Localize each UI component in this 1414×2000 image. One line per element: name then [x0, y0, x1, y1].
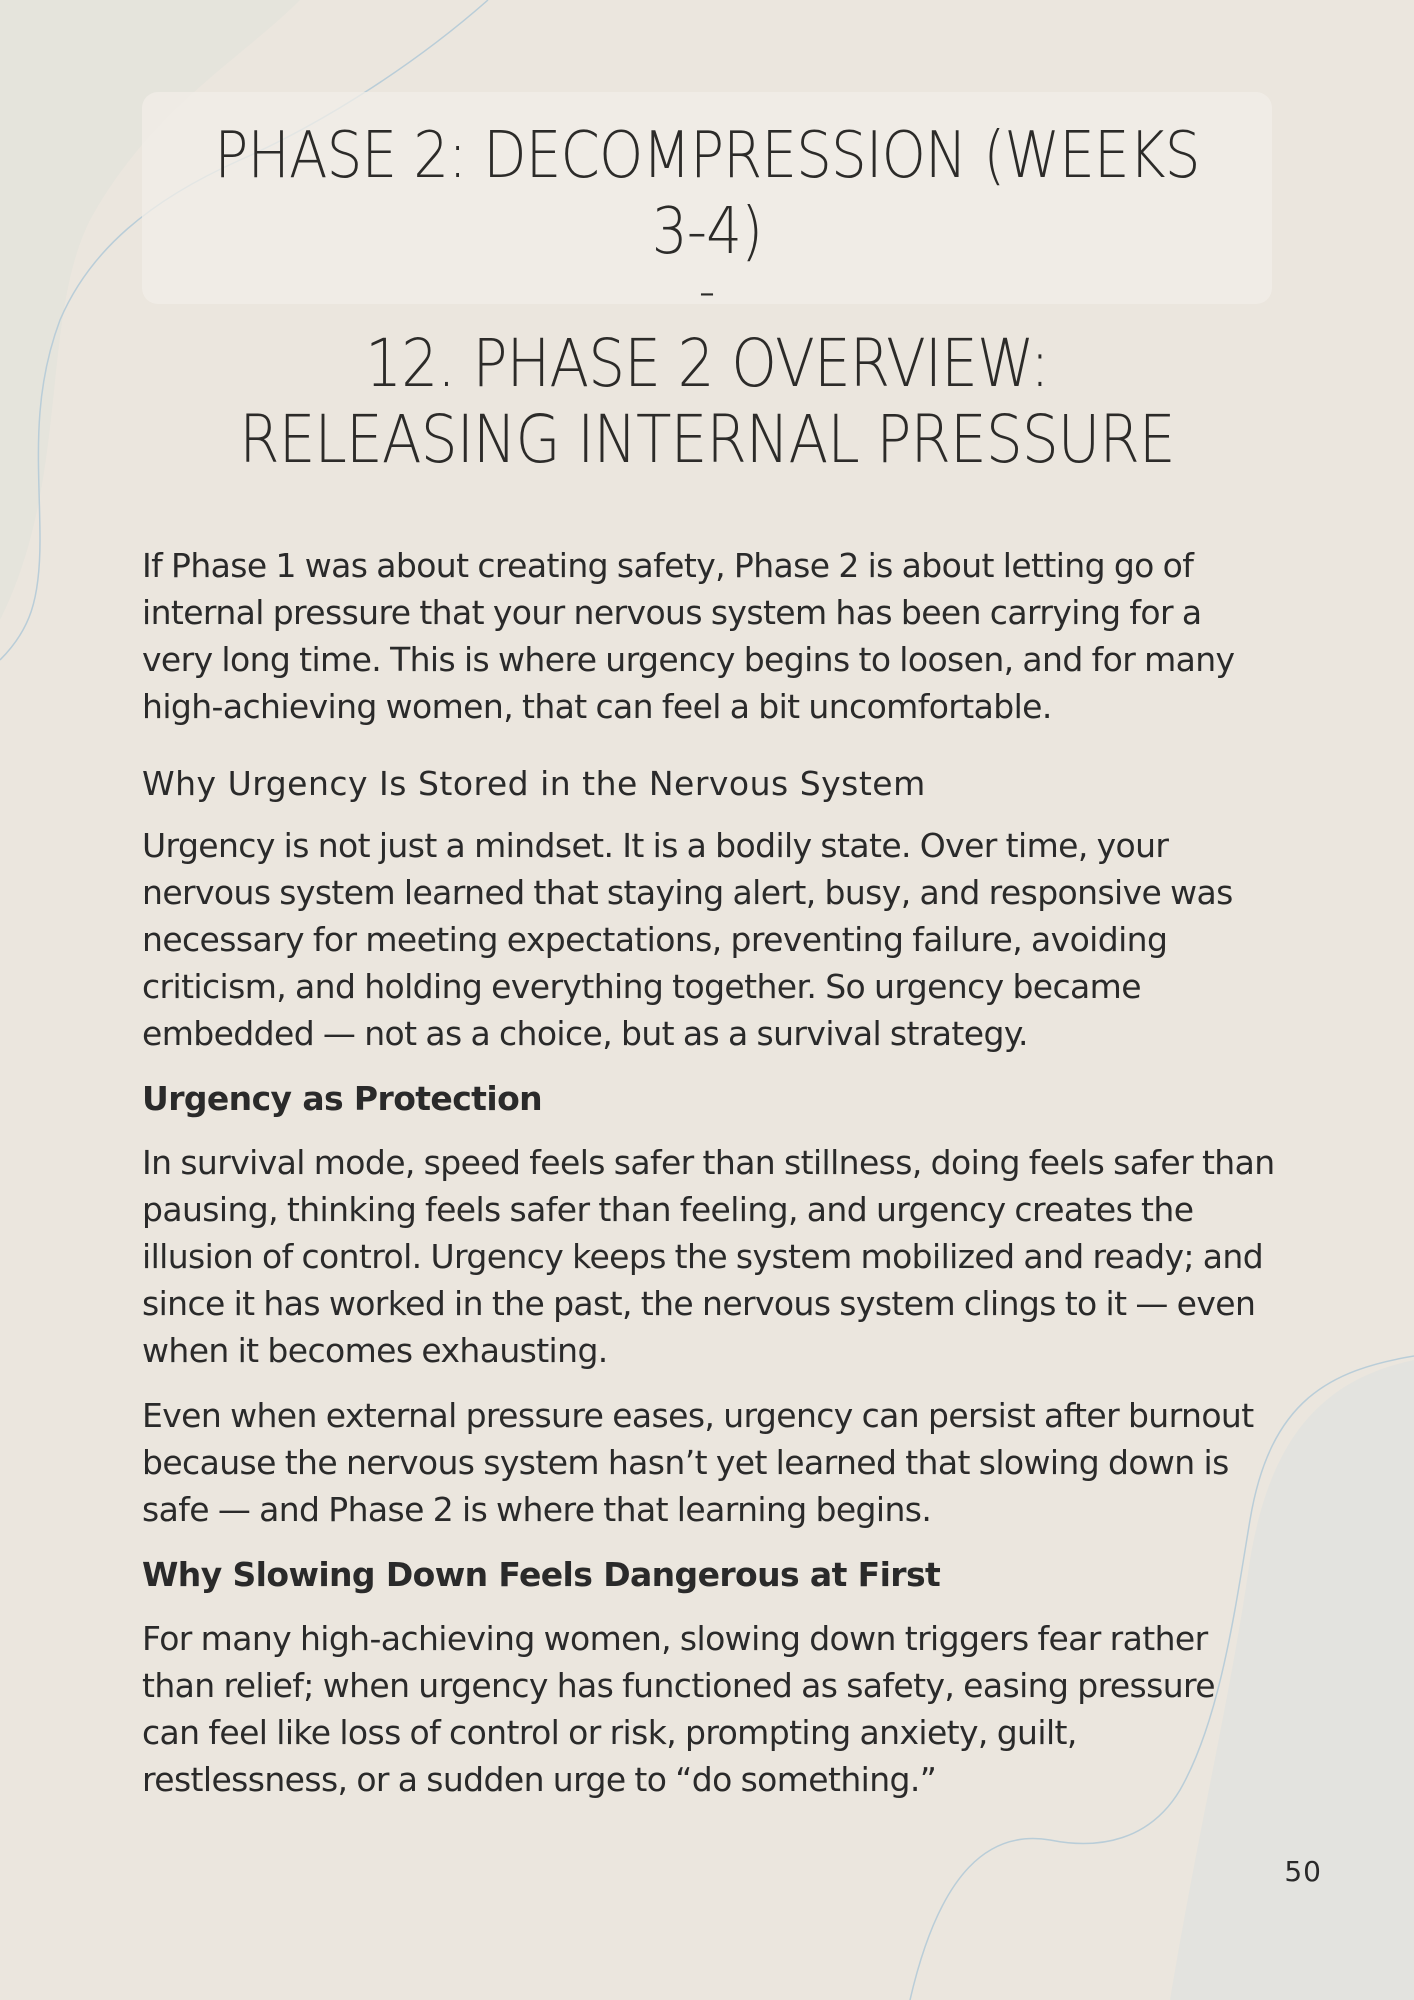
- page-number: 50: [1284, 1855, 1322, 1888]
- body-content: [142, 542, 1277, 1803]
- section-title: 12. PHASE 2 OVERVIEW: RELEASING INTERNAL PRESSURE: [239, 325, 1175, 478]
- intro-paragraph: If Phase 1 was about creating safety, Phase 2 is about letting go of internal pressure that your nervous system has been carrying for a very long time. This is where urgency begins to loosen, and for many high-achieving women, that can feel a bit uncomfortable.: [142, 546, 1235, 726]
- subheading-urgency-protection: Urgency as Protection: [142, 1079, 543, 1118]
- paragraph-fear: For many high-achieving women, slowing down triggers fear rather than relief; when urgency has functioned as safety, easing pressure can feel like loss of control or risk, prompting anxiety, guilt, restlessness, or a sudden urge to “do something.”: [142, 1619, 1215, 1799]
- title-separator: –: [699, 276, 715, 311]
- chapter-title: PHASE 2: DECOMPRESSION (WEEKS 3-4): [214, 119, 1200, 269]
- section-heading-why-urgency: Why Urgency Is Stored in the Nervous System: [142, 764, 926, 803]
- paragraph-urgency-persists: Even when external pressure eases, urgency can persist after burnout because the nervous system hasn’t yet learned that slowing down is safe — and Phase 2 is where that learning begins.: [142, 1396, 1254, 1529]
- paragraph-survival-mode: In survival mode, speed feels safer than stillness, doing feels safer than pausing, thinking feels safer than feeling, and urgency creates the illusion of control. Urgency keeps the system mobilized and ready; and since it has worked in the past, the nervous system clings to it — even when it becomes exhausting.: [142, 1143, 1275, 1370]
- subheading-slowing-down: Why Slowing Down Feels Dangerous at First: [142, 1555, 941, 1594]
- paragraph-urgency-state: Urgency is not just a mindset. It is a bodily state. Over time, your nervous system learned that staying alert, busy, and responsive was necessary for meeting expectations, preventing failure, avoiding criticism, and holding everything together. So urgency became embedded — not as a choice, but as a survival strategy.: [142, 826, 1233, 1053]
